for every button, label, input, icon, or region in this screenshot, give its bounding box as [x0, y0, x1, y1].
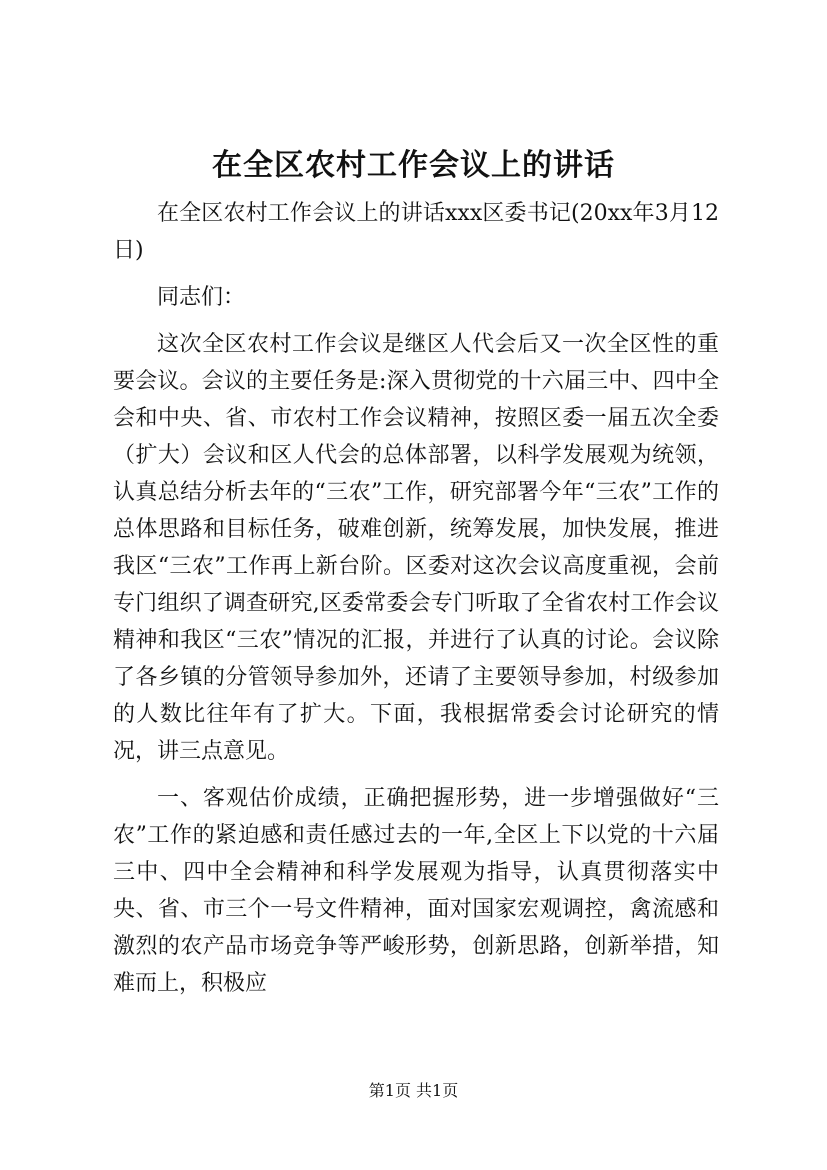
document-title: 在全区农村工作会议上的讲话	[212, 148, 615, 183]
paragraph-section-one: 一、客观估价成绩，正确把握形势，进一步增强做好“三农”工作的紧迫感和责任感过去的一年,全区上下以党的十六届三中、四中全会精神和科学发展观为指导，认真贯彻落实中央、省、市三个一号文件精神，面对国家宏观调控，禽流感和激烈的农产品市场竞争等严峻形势，创新思路，创新举措，知难而上，积极应	[113, 786, 719, 996]
paragraph-intro: 这次全区农村工作会议是继区人代会后又一次全区性的重要会议。会议的主要任务是:深入贯彻党的十六届三中、四中全会和中央、省、市农村工作会议精神，按照区委一届五次全委（扩大）会议和区人代会的总体部署，以科学发展观为统领，认真总结分析去年的“三农”工作，研究部署今年“三农”工作的总体思路和目标任务，破难创新，统筹发展，加快发展，推进我区“三农”工作再上新台阶。区委对这次会议高度重视，会前专门组织了调查研究,区委常委会专门听取了全省农村工作会议精神和我区“三农”情况的汇报，并进行了认真的讨论。会议除了各乡镇的分管领导参加外，还请了主要领导参加，村级参加的人数比往年有了扩大。下面，我根据常委会讨论研究的情况，讲三点意见。	[113, 332, 719, 764]
paragraph-subtitle: 在全区农村工作会议上的讲话xxx区委书记(20xx年3月12日)	[113, 201, 719, 263]
page-footer: 第1页 共1页	[368, 1081, 459, 1100]
paragraph-salutation: 同志们：	[157, 285, 246, 310]
document-body	[113, 195, 719, 1012]
